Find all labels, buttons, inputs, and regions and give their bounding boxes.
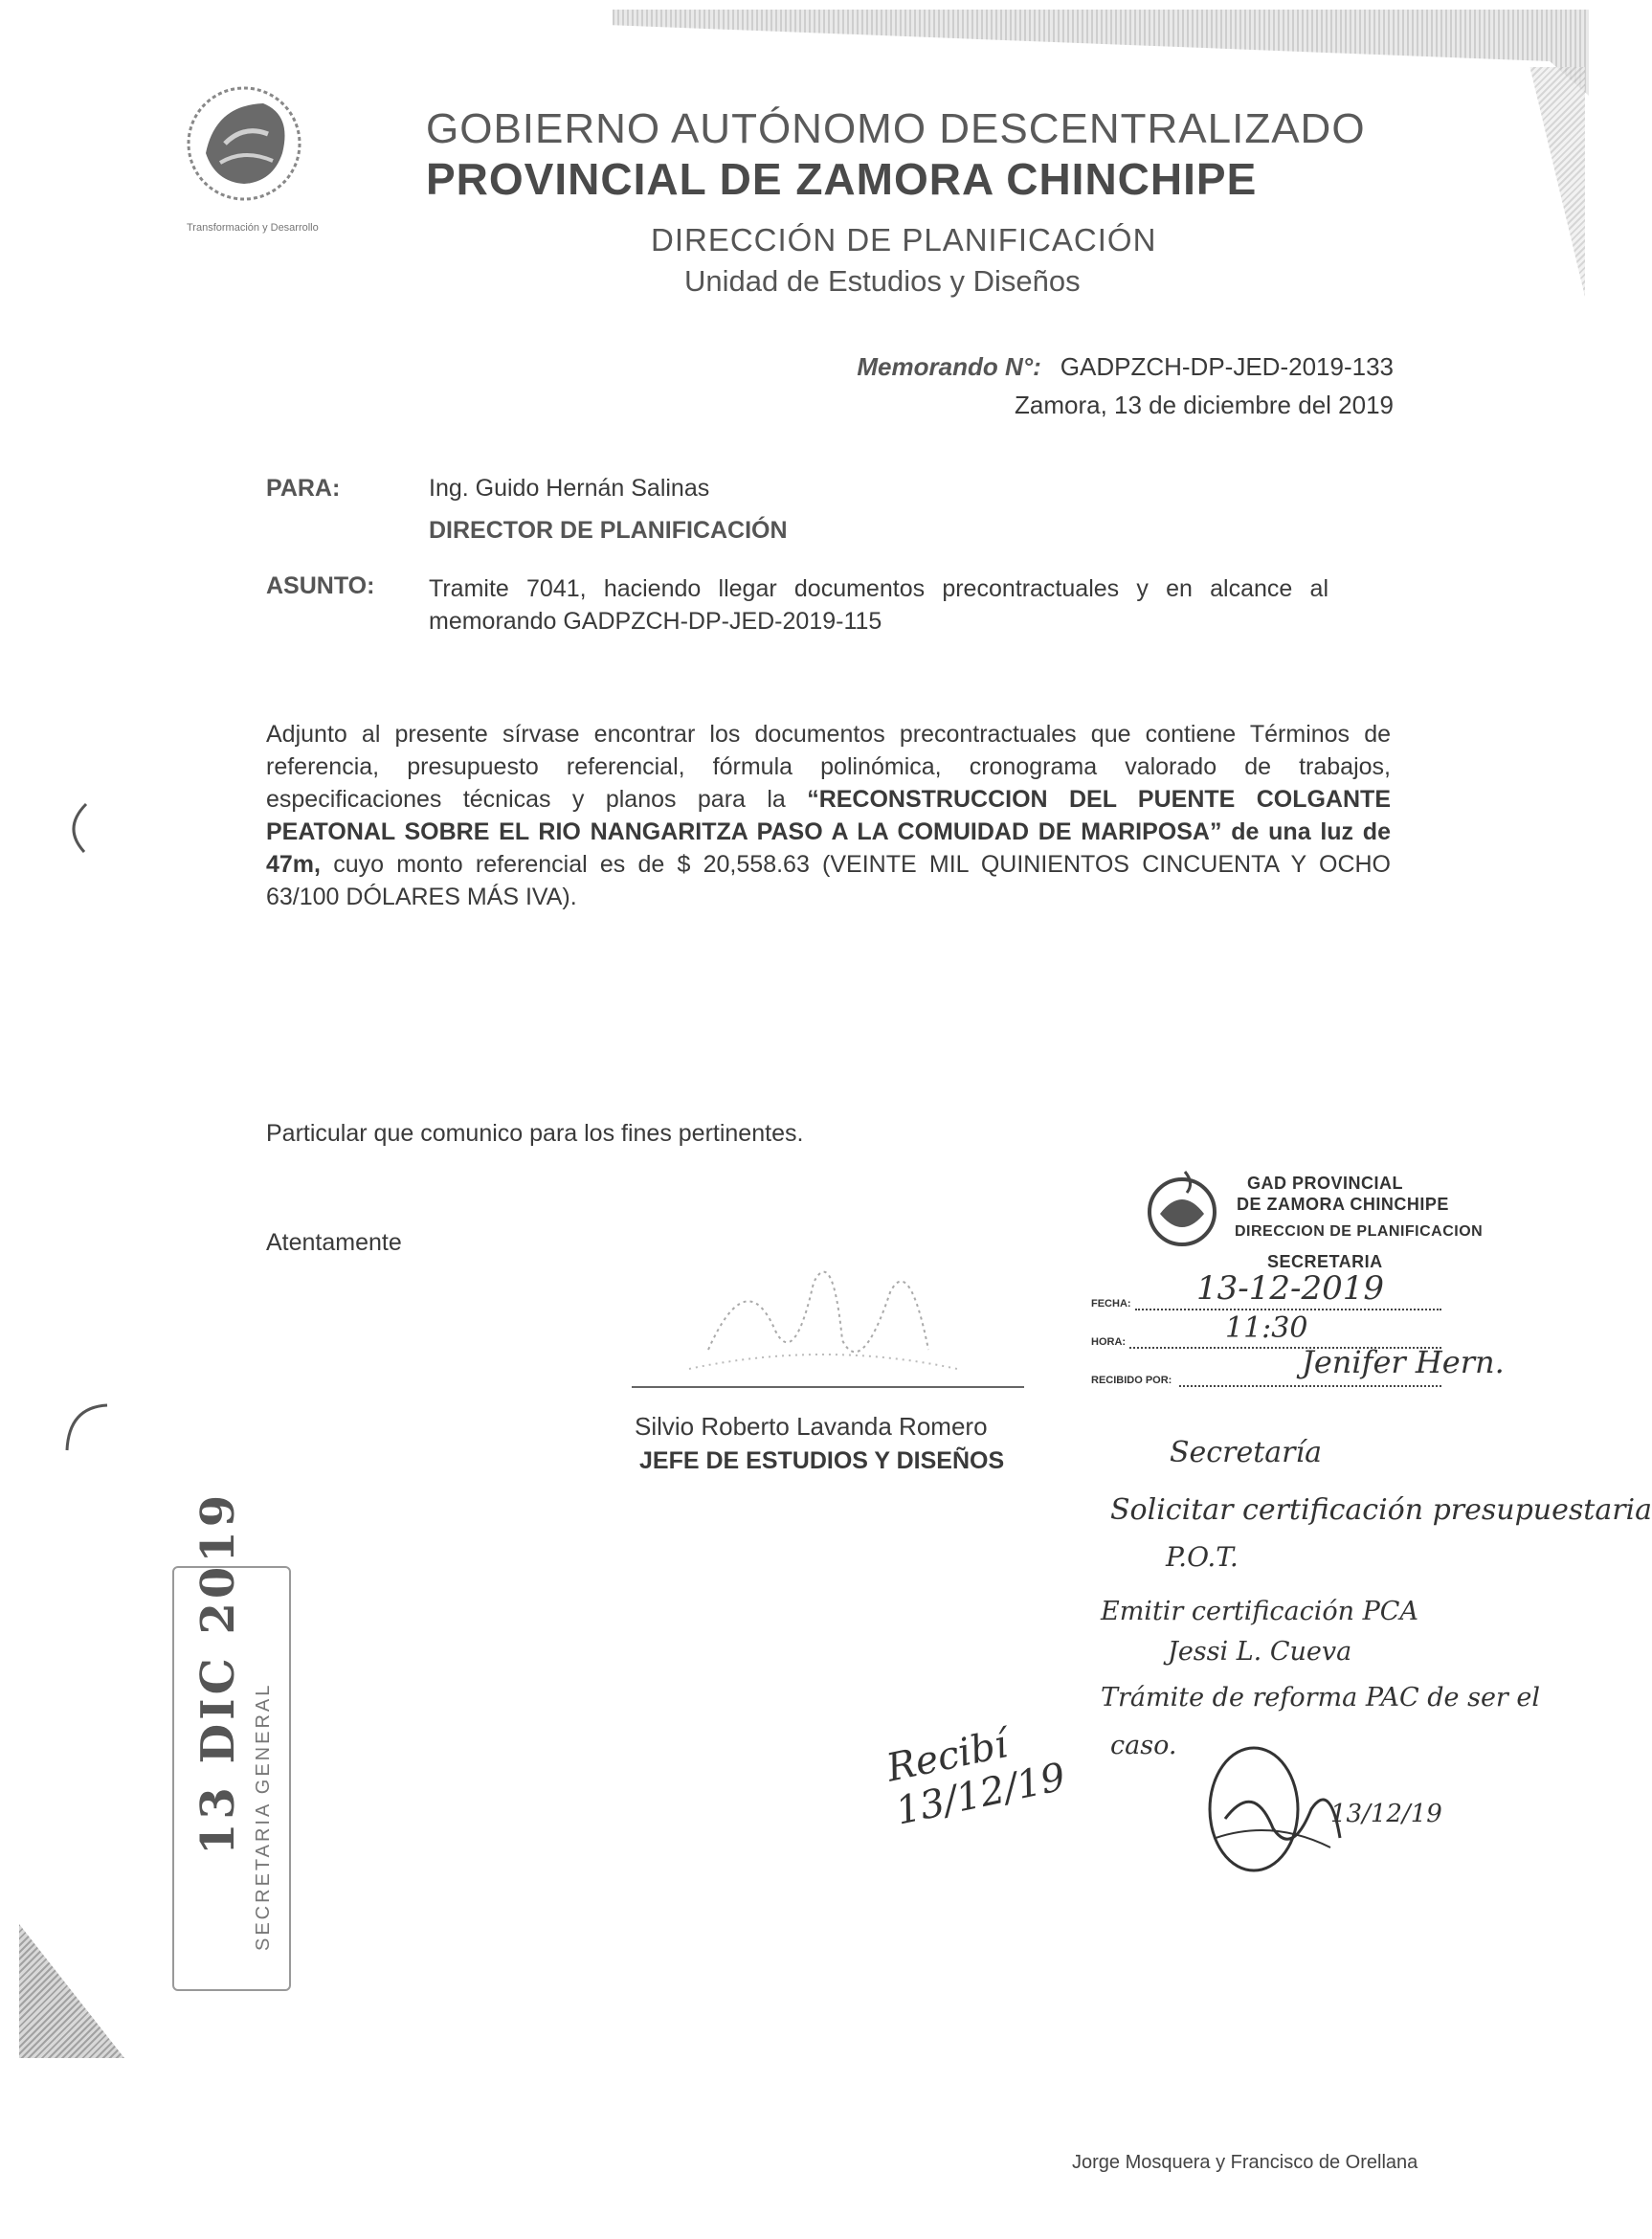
stamp-recibido-dots	[1179, 1384, 1441, 1387]
memo-number-label: Memorando N°:	[857, 352, 1041, 381]
side-stamp-date: 13 DIC 2019	[191, 1490, 245, 1855]
asunto-text: Tramite 7041, haciendo llegar documentos precontractuales y en alcance al memorando GADPZCH-DP-JED-2019-115	[429, 575, 1328, 635]
annotation-line-2: Solicitar certificación presupuestaria	[1110, 1493, 1652, 1527]
annotation-line-3: P.O.T.	[1166, 1541, 1239, 1573]
stamp-line-2: DE ZAMORA CHINCHIPE	[1237, 1195, 1449, 1214]
stamp-line-4: SECRETARIA	[1267, 1252, 1383, 1271]
signature-line	[632, 1386, 1024, 1388]
footer-address: Jorge Mosquera y Francisco de Orellana	[1072, 2152, 1418, 2173]
stamp-fecha-value: 13-12-2019	[1196, 1269, 1385, 1308]
header-line-3: DIRECCIÓN DE PLANIFICACIÓN	[651, 222, 1157, 257]
scan-shadow-right	[1493, 67, 1585, 297]
memo-number-line	[857, 352, 1394, 382]
regards-line: Atentamente	[266, 1229, 402, 1256]
annotation-date: 13/12/19	[1330, 1800, 1442, 1828]
para-name: Ing. Guido Hernán Salinas	[429, 475, 710, 502]
annotation-line-4: Emitir certificación PCA	[1101, 1597, 1418, 1626]
scan-shadow-corner	[19, 1924, 124, 2058]
side-stamp	[172, 1490, 291, 1991]
signature-scribble	[670, 1225, 976, 1388]
side-stamp-dept: SECRETARIA GENERAL	[253, 1682, 274, 1951]
body-part-2: cuyo monto referencial es de $ 20,558.63 (VEINTE MIL QUINIENTOS CINCUENTA Y OCHO 63/100 DÓLARES MÁS IVA).	[266, 851, 1391, 910]
punch-mark-1	[57, 799, 96, 857]
reception-stamp-logo	[1139, 1166, 1225, 1252]
memo-number-value: GADPZCH-DP-JED-2019-133	[1060, 352, 1394, 381]
body-paragraph	[266, 718, 1391, 913]
header-line-2: PROVINCIAL DE ZAMORA CHINCHIPE	[426, 154, 1258, 204]
body-project-name: “RECONSTRUCCION DEL PUENTE COLGANTE PEATONAL SOBRE EL RIO NANGARITZA PASO A LA COMUIDAD DE MARIPOSA” de una luz de 47m,	[266, 786, 1391, 878]
received-note: Recibí 13/12/19	[882, 1722, 1070, 1834]
para-label: PARA:	[266, 475, 341, 502]
asunto-label: ASUNTO:	[266, 572, 375, 599]
para-role: DIRECTOR DE PLANIFICACIÓN	[429, 517, 788, 544]
annotation-line-1: Secretaría	[1170, 1436, 1322, 1469]
memo-place-date: Zamora, 13 de diciembre del 2019	[1014, 391, 1394, 419]
stamp-fecha-label: FECHA:	[1091, 1298, 1131, 1310]
annotation-line-5: Jessi L. Cueva	[1168, 1637, 1352, 1667]
stamp-hora-label: HORA:	[1091, 1336, 1127, 1348]
header-line-1: GOBIERNO AUTÓNOMO DESCENTRALIZADO	[426, 105, 1366, 152]
header-line-4: Unidad de Estudios y Diseños	[684, 264, 1081, 298]
stamp-line-3: DIRECCION DE PLANIFICACION	[1235, 1223, 1484, 1240]
stamp-recibido-value: Jenifer Hern.	[1302, 1344, 1505, 1380]
closing-line: Particular que comunico para los fines pertinentes.	[266, 1120, 804, 1147]
punch-mark-2	[59, 1398, 117, 1455]
annotation-line-6: Trámite de reforma PAC de ser el	[1101, 1683, 1541, 1713]
institution-logo	[177, 77, 311, 211]
signatory-title: JEFE DE ESTUDIOS Y DISEÑOS	[639, 1447, 1005, 1474]
annotation-signature	[1187, 1723, 1350, 1886]
body-part-1: Adjunto al presente sírvase encontrar los documentos precontractuales que contiene Términos de referencia, presupuesto referencial, fórmula polinómica, cronograma valorado de trabajos, especificaciones técnicas y planos para la	[266, 721, 1391, 813]
logo-caption: Transformación y Desarrollo	[187, 222, 319, 234]
stamp-fecha-dots	[1135, 1308, 1441, 1310]
signatory-name: Silvio Roberto Lavanda Romero	[635, 1412, 988, 1441]
stamp-hora-value: 11:30	[1225, 1311, 1308, 1345]
annotation-line-7: caso.	[1110, 1731, 1177, 1760]
stamp-recibido-label: RECIBIDO POR:	[1091, 1375, 1172, 1386]
scan-shadow-top	[613, 10, 1589, 96]
stamp-line-1: GAD PROVINCIAL	[1247, 1174, 1404, 1193]
